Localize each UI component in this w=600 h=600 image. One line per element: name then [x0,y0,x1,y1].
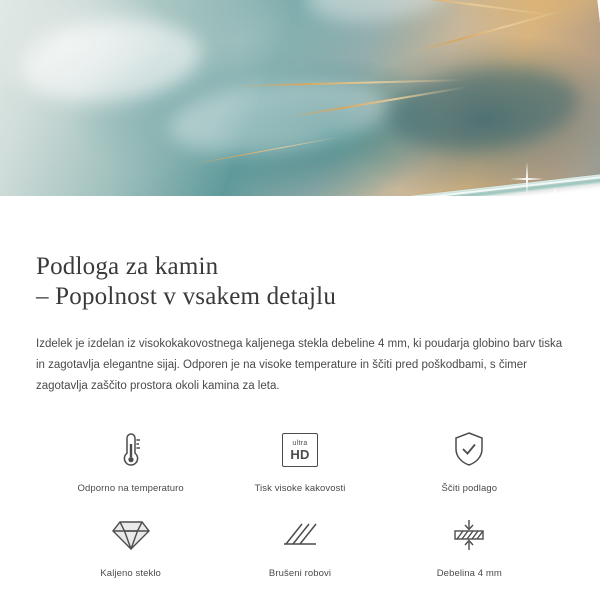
hero-bottom-mask [0,196,600,222]
feature-label: Ščiti podlago [441,483,498,494]
feature-label: Brušeni robovi [268,568,332,579]
feature-item-thickness [385,508,554,583]
ultra-hd-icon [219,429,380,471]
diamond-icon [50,514,211,556]
feature-label: Kaljeno steklo [100,568,161,579]
feature-grid [36,423,564,583]
gold-vein [413,8,568,52]
thickness-icon [389,514,550,556]
feature-label: Odporno na temperaturo [77,483,184,494]
feature-label: Debelina 4 mm [436,568,502,579]
feature-item-temperature [46,423,215,498]
marble-wisp [17,11,205,111]
ultra-hd-badge-top: ultra [292,439,308,447]
feature-item-tempered-glass [46,508,215,583]
description-paragraph: Izdelek je izdelan iz visokokakovostnega kaljenega stekla debeline 4 mm, ki poudarja globino barv tiska in zagotavlja elegantne sijaj. Odporen je na visoke temperature in ščiti pred poškodbami, s čimer zagotavlja zaščito prostora okoli kamina za leta. [36,338,563,392]
feature-item-polished-edges [215,508,384,583]
hero-image [0,0,600,222]
shield-check-icon [389,429,550,471]
ultra-hd-badge-bottom: HD [290,446,310,462]
content-area [0,222,600,583]
headline-line-2: – Popolnost v vsakem detajlu [36,283,337,310]
feature-item-protects-surface [385,423,554,498]
marble-wisp [385,59,583,160]
thermometer-icon [50,429,211,471]
polished-edges-icon [219,514,380,556]
page-title [36,252,564,312]
marble-wisp [302,0,458,28]
feature-label: Tisk visoke kakovosti [254,483,346,494]
glass-panel [0,0,600,222]
feature-item-print-quality [215,423,384,498]
headline-line-1: Podloga za kamin [36,253,219,280]
